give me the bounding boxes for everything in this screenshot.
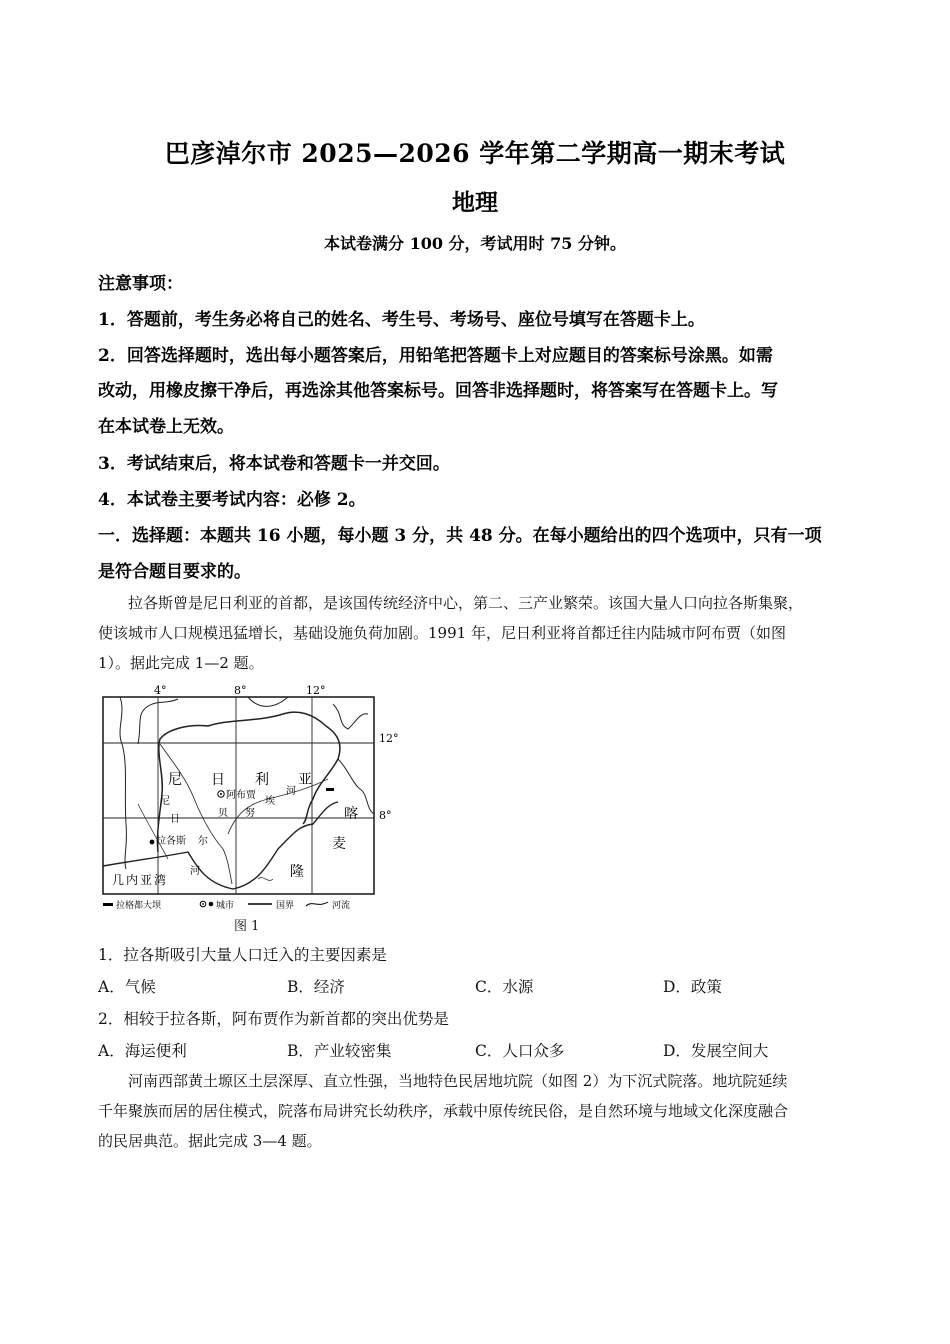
legend-label: 河流	[332, 901, 351, 911]
border	[248, 697, 288, 706]
notice-item: 3．考试结束后，将本试卷和答题卡一并交回。	[98, 454, 450, 474]
legend-label: 城市	[216, 901, 235, 911]
country-label: 尼	[168, 772, 182, 788]
river	[138, 804, 168, 859]
subject-title: 地理	[452, 189, 498, 216]
border-nigeria	[157, 712, 339, 852]
passage-line: 河南西部黄土塬区土层深厚、直立性强，当地特色民居地坑院（如图 2）为下沉式院落。地坑院延续	[128, 1072, 788, 1090]
section-heading: 是符合题目要求的。	[98, 562, 251, 582]
nigeria-map-figure	[98, 684, 398, 934]
passage-line: 的民居典范。据此完成 3—4 题。	[98, 1132, 322, 1150]
figure-caption: 图 1	[234, 919, 260, 934]
border	[333, 704, 368, 729]
notice-item: 4．本试卷主要考试内容：必修 2。	[98, 490, 366, 510]
river-label: 尼	[160, 796, 170, 807]
city-marker	[150, 840, 155, 845]
section-heading: 一．选择题：本题共 16 小题，每小题 3 分，共 48 分。在每小题给出的四个选项中，只有一项	[98, 526, 822, 546]
option-d: D．发展空间大	[663, 1042, 769, 1060]
legend-label: 拉格都大坝	[116, 901, 162, 911]
river-label: 河	[190, 866, 200, 877]
country-label: 隆	[290, 864, 304, 880]
lon-label: 4°	[154, 684, 167, 697]
legend-river-icon	[306, 902, 328, 906]
country-label: 喀	[344, 806, 358, 822]
country-label: 日	[211, 772, 225, 788]
river-label: 埃	[265, 796, 275, 807]
option-a: A．气候	[98, 978, 156, 996]
option-d: D．政策	[663, 978, 722, 996]
river-mouth	[258, 878, 273, 881]
notice-item: 1．答题前，考生务必将自己的姓名、考生号、考场号、座位号填写在答题卡上。	[98, 310, 705, 330]
lat-label: 8°	[379, 809, 392, 822]
country-label: 利	[255, 772, 269, 788]
passage-1	[98, 588, 854, 678]
legend-label: 国界	[276, 901, 295, 911]
passage-2	[98, 1066, 854, 1156]
exam-info: 本试卷满分 100 分，考试用时 75 分钟。	[324, 234, 626, 253]
gulf-label: 几内亚湾	[112, 873, 169, 887]
river-label: 日	[170, 814, 180, 825]
city-label: 拉各斯	[156, 836, 186, 847]
option-a: A．海运便利	[98, 1042, 187, 1060]
lat-label: 12°	[379, 732, 398, 745]
question-stem: 1．拉各斯吸引大量人口迁入的主要因素是	[98, 946, 387, 964]
river-label: 尔	[198, 836, 208, 847]
passage-line: 千年聚族而居的居住模式，院落布局讲究长幼秩序，承载中原传统民俗，是自然环境与地域文化深度融合	[98, 1102, 789, 1120]
notice-item: 2．回答选择题时，选出每小题答案后，用铅笔把答题卡上对应题目的答案标号涂黑。如需	[98, 346, 773, 366]
option-c: C．人口众多	[475, 1042, 565, 1060]
city-label: 阿布贾	[226, 790, 256, 801]
lon-label: 12°	[306, 684, 326, 697]
exam-title: 巴彦淖尔市 2025—2026 学年第二学期高一期末考试	[164, 139, 786, 168]
passage-line: 1）。据此完成 1—2 题。	[98, 654, 264, 672]
country-label: 亚	[298, 772, 312, 788]
border	[120, 697, 126, 869]
passage-line: 使该城市人口规模迅猛增长，基础设施负荷加剧。1991 年，尼日利亚将首都迁往内陆城市阿布贾（如图	[98, 624, 786, 642]
option-c: C．水源	[475, 978, 534, 996]
option-b: B．产业较密集	[287, 1042, 392, 1060]
option-b: B．经济	[287, 978, 345, 996]
legend-dam-icon	[103, 903, 113, 906]
river-label: 贝	[218, 808, 228, 819]
lon-label: 8°	[234, 684, 247, 697]
dam-marker	[326, 788, 334, 791]
nigeria-map	[98, 684, 398, 914]
notice-heading: 注意事项：	[98, 274, 183, 294]
passage-line: 拉各斯曾是尼日利亚的首都，是该国传统经济中心，第二、三产业繁荣。该国大量人口向拉各斯集聚，	[128, 594, 804, 612]
question-stem: 2．相较于拉各斯，阿布贾作为新首都的突出优势是	[98, 1010, 449, 1028]
river-label: 努	[245, 808, 255, 819]
notice-item: 在本试卷上无效。	[98, 417, 234, 437]
country-label: 麦	[332, 836, 346, 852]
notice-item: 改动，用橡皮擦干净后，再选涂其他答案标号。回答非选择题时，将答案写在答题卡上。写	[98, 381, 778, 401]
river-label: 河	[286, 786, 296, 797]
river-benue	[228, 779, 328, 834]
